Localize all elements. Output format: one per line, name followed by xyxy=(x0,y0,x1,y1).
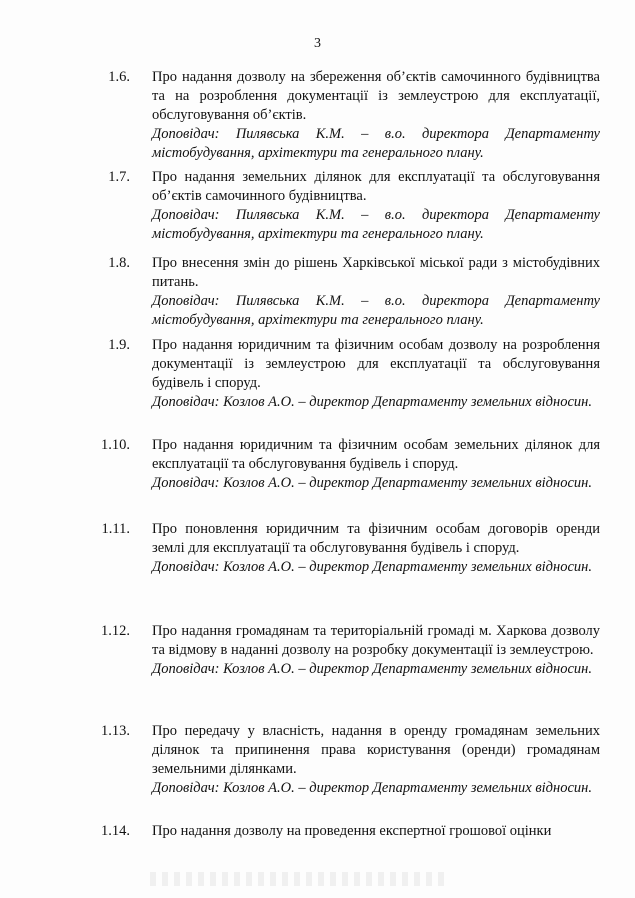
item-title: Про надання дозволу на проведення експертної грошової оцінки xyxy=(152,823,552,839)
item-number: 1.8. xyxy=(108,255,130,271)
item-number: 1.14. xyxy=(101,823,130,839)
item-reporter: Доповідач: Козлов А.О. – директор Департаменту земельних відносин. xyxy=(152,661,592,677)
item-reporter: Доповідач: Козлов А.О. – директор Департаменту земельних відносин. xyxy=(152,394,592,410)
item-title: Про надання громадянам та територіальній громаді м. Харкова дозволу та відмову в наданні дозволу на розробку документації із землеустрою. xyxy=(152,623,600,658)
item-title: Про надання юридичним та фізичним особам земельних ділянок для експлуатації та обслуговування будівель і споруд. xyxy=(152,437,600,472)
page-number: 3 xyxy=(314,36,321,51)
item-number: 1.12. xyxy=(101,623,130,639)
item-reporter: Доповідач: Пилявська К.М. – в.о. директора Департаменту містобудування, архітектури та генерального плану. xyxy=(152,293,600,328)
item-number: 1.13. xyxy=(101,723,130,739)
item-number: 1.9. xyxy=(108,337,130,353)
item-title: Про поновлення юридичним та фізичним особам договорів оренди землі для експлуатації та обслуговування будівель і споруд. xyxy=(152,521,600,556)
item-number: 1.10. xyxy=(101,437,130,453)
item-title: Про передачу у власність, надання в оренду громадянам земельних ділянок та припинення права користування (оренди) громадянам земельними ділянками. xyxy=(152,723,600,777)
item-title: Про надання земельних ділянок для експлуатації та обслуговування об’єктів самочинного будівництва. xyxy=(152,169,600,204)
item-reporter: Доповідач: Козлов А.О. – директор Департаменту земельних відносин. xyxy=(152,475,592,491)
item-number: 1.11. xyxy=(101,521,130,537)
item-reporter: Доповідач: Пилявська К.М. – в.о. директора Департаменту містобудування, архітектури та генерального плану. xyxy=(152,207,600,242)
item-title: Про внесення змін до рішень Харківської міської ради з містобудівних питань. xyxy=(152,255,600,290)
item-reporter: Доповідач: Козлов А.О. – директор Департаменту земельних відносин. xyxy=(152,559,592,575)
item-number: 1.7. xyxy=(108,169,130,185)
scan-artifact xyxy=(150,872,450,886)
item-reporter: Доповідач: Пилявська К.М. – в.о. директора Департаменту містобудування, архітектури та генерального плану. xyxy=(152,126,600,161)
item-reporter: Доповідач: Козлов А.О. – директор Департаменту земельних відносин. xyxy=(152,780,592,796)
item-number: 1.6. xyxy=(108,69,130,85)
item-title: Про надання дозволу на збереження об’єктів самочинного будівництва та на розроблення документації із землеустрою для експлуатації, обслуговування об’єктів. xyxy=(152,69,600,123)
item-title: Про надання юридичним та фізичним особам дозволу на розроблення документації із землеустрою для експлуатації та обслуговування будівель і споруд. xyxy=(152,337,600,391)
